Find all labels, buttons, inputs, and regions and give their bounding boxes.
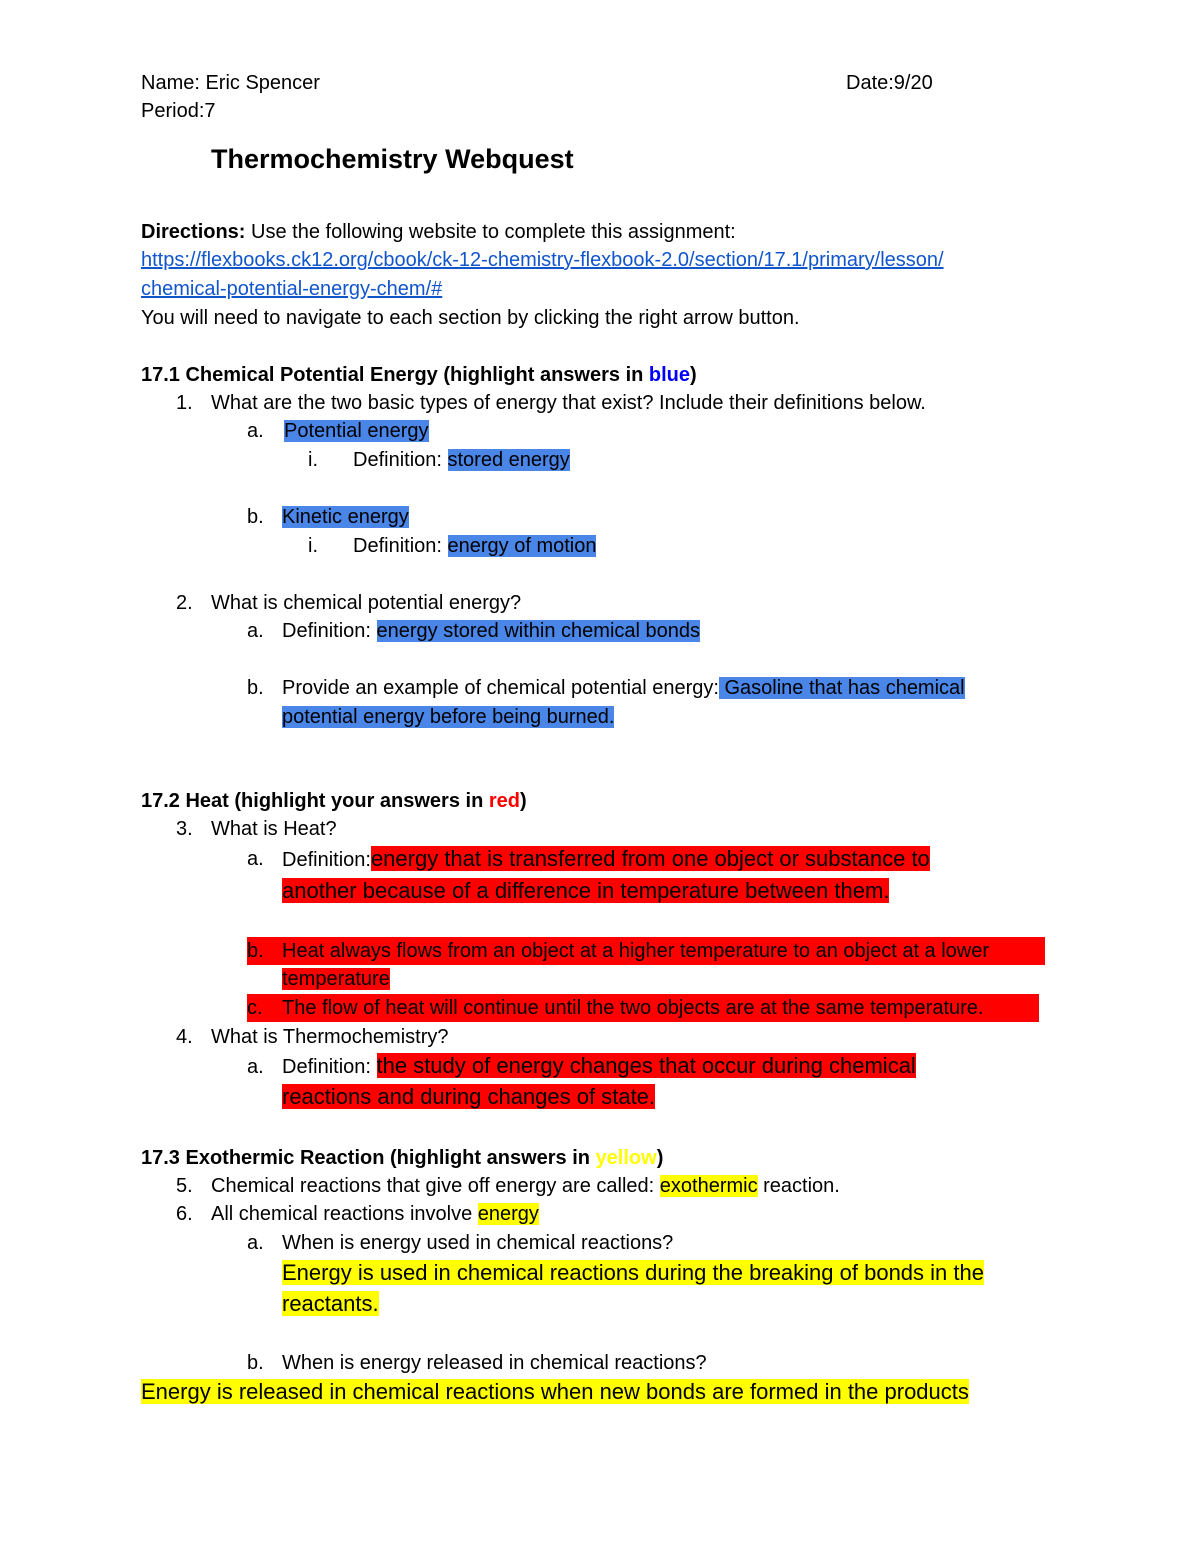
definition-label: Definition: (353, 535, 448, 557)
answer-highlight: energy (477, 1203, 539, 1225)
flexbook-link-continued[interactable]: chemical-potential-energy-chem/# (141, 278, 443, 300)
question-5-text (211, 1172, 840, 1200)
section-17-2-heading (141, 787, 527, 815)
flexbook-link[interactable]: https://flexbooks.ck12.org/cbook/ck-12-chemistry-flexbook-2.0/section/17.1/primary/lesson/ (141, 249, 944, 271)
definition-heat (282, 843, 930, 876)
question-3-number: 3. (176, 818, 193, 840)
fact-text: The flow of heat will continue until the two objects are at the same temperature. (282, 997, 984, 1019)
definition-heat-cont (282, 875, 889, 907)
answer-highlight: reactions and during changes of state. (282, 1084, 656, 1109)
directions-note: You will need to navigate to each section by clicking the right arrow button. (141, 307, 800, 329)
question-text: All chemical reactions involve (211, 1203, 478, 1225)
definition-label: Definition: (353, 449, 448, 471)
example-chemical-potential-cont (282, 703, 614, 731)
item-b-marker: b. (247, 1352, 264, 1374)
directions-text: Use the following website to complete this assignment: (245, 221, 736, 243)
item-a-marker: a. (247, 848, 264, 870)
heat-flow-fact (247, 937, 1045, 965)
answer-highlight: the study of energy changes that occur during chemical (376, 1053, 916, 1078)
definition-label: Definition: (282, 1056, 377, 1078)
question-2-text: What is chemical potential energy? (211, 592, 522, 614)
heading-close: ) (690, 364, 697, 386)
heat-equilibrium-fact (247, 994, 1039, 1022)
answer-highlight: Energy is used in chemical reactions during the breaking of bonds in the (282, 1260, 984, 1285)
answer-energy-used-cont (282, 1288, 379, 1320)
highlight-color-word: yellow (595, 1147, 657, 1169)
answer-highlight: energy of motion (447, 535, 597, 557)
answer-kinetic-energy (282, 503, 409, 531)
highlight-color-word: blue (648, 364, 691, 386)
answer-highlight: another because of a difference in temperature between them. (282, 878, 890, 903)
answer-highlight: potential energy before being burned. (282, 706, 615, 728)
definition-chemical-potential (282, 617, 700, 645)
section-17-3-heading (141, 1144, 663, 1172)
section-heading-text: 17.2 Heat (highlight your answers in (141, 790, 489, 812)
item-c-marker: c. (247, 997, 263, 1019)
question-6b-text: When is energy released in chemical reactions? (282, 1352, 707, 1374)
answer-highlight: Gasoline that has chemical (718, 677, 965, 699)
question-4-number: 4. (176, 1026, 193, 1048)
definition-label: Definition: (282, 620, 377, 642)
answer-highlight: Potential energy (284, 420, 429, 442)
item-b-marker: b. (247, 940, 264, 962)
question-4-text: What is Thermochemistry? (211, 1026, 449, 1048)
section-17-1-heading (141, 361, 697, 389)
answer-highlight: reactants. (282, 1291, 379, 1316)
section-heading-text: 17.1 Chemical Potential Energy (highlight answers in (141, 364, 649, 386)
answer-highlight: Kinetic energy (282, 506, 409, 528)
item-i-marker: i. (308, 449, 318, 471)
item-a-marker: a. (247, 620, 264, 642)
student-name: Name: Eric Spencer (141, 72, 320, 94)
question-6-text (211, 1200, 539, 1228)
definition-label: Definition: (282, 849, 371, 871)
item-i-marker: i. (308, 535, 318, 557)
answer-highlight: energy stored within chemical bonds (376, 620, 701, 642)
directions-link-line2[interactable] (141, 275, 442, 303)
question-1-number: 1. (176, 392, 193, 414)
directions-label: Directions: (141, 221, 246, 243)
definition-thermochemistry-cont (282, 1081, 655, 1113)
question-1-text: What are the two basic types of energy that exist? Include their definitions below. (211, 392, 926, 414)
question-6-number: 6. (176, 1203, 193, 1225)
item-a-marker: a. (247, 420, 264, 442)
document-title: Thermochemistry Webquest (211, 144, 574, 174)
item-b-marker: b. (247, 506, 264, 528)
question-6a-text: When is energy used in chemical reactions? (282, 1232, 674, 1254)
question-3-text: What is Heat? (211, 818, 337, 840)
question-2-number: 2. (176, 592, 193, 614)
question-text-after: reaction. (757, 1175, 840, 1197)
definition-potential (353, 446, 570, 474)
answer-potential-energy (284, 417, 429, 445)
heading-close: ) (519, 790, 527, 812)
definition-thermochemistry (282, 1050, 916, 1083)
example-chemical-potential (282, 674, 965, 702)
heat-flow-fact-cont (282, 965, 390, 993)
item-a-marker: a. (247, 1056, 264, 1078)
answer-energy-used (282, 1257, 984, 1289)
answer-highlight: Energy is released in chemical reactions when new bonds are formed in the products (141, 1379, 969, 1404)
section-heading-text: 17.3 Exothermic Reaction (highlight answers in (141, 1147, 596, 1169)
directions-link-line1[interactable] (141, 246, 944, 274)
class-period: Period:7 (141, 100, 216, 122)
item-b-marker: b. (247, 677, 264, 699)
answer-highlight: energy that is transferred from one object or substance to (370, 846, 930, 871)
fact-text: Heat always flows from an object at a higher temperature to an object at a lower (282, 940, 990, 962)
answer-highlight: exothermic (659, 1175, 758, 1197)
item-a-marker: a. (247, 1232, 264, 1254)
answer-highlight: temperature (282, 968, 390, 990)
question-5-number: 5. (176, 1175, 193, 1197)
highlight-color-word: red (488, 790, 520, 812)
directions-line (141, 218, 736, 246)
assignment-date: Date:9/20 (846, 72, 933, 94)
heading-close: ) (656, 1147, 664, 1169)
question-text: Chemical reactions that give off energy are called: (211, 1175, 660, 1197)
answer-energy-released (141, 1376, 969, 1408)
definition-kinetic (353, 532, 596, 560)
answer-highlight: stored energy (447, 449, 570, 471)
example-label: Provide an example of chemical potential energy: (282, 677, 719, 699)
